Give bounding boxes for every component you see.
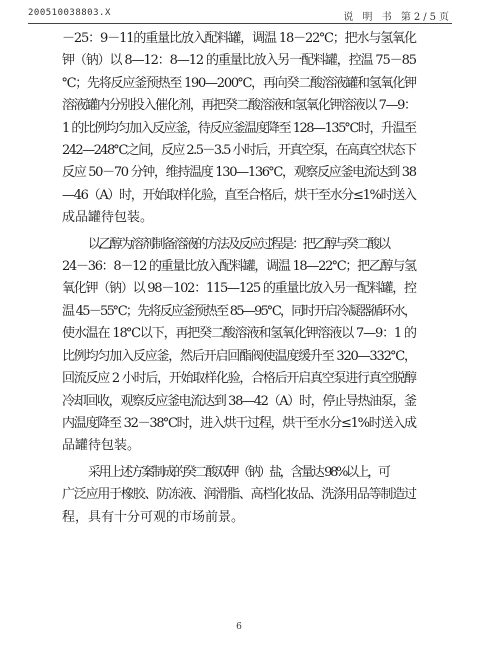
body-text [62, 28, 417, 529]
document-number: 200510038803.X [28, 8, 111, 18]
page-number: 6 [236, 622, 242, 632]
paragraph-2 [62, 234, 417, 458]
paragraph-1 [62, 28, 417, 230]
text-line: 以乙醇为溶剂制备溶液的方法及反应过程是：把乙醇与癸二酸以 [88, 236, 389, 252]
text-line: 比例均匀加入反应釜，然后开启回酯阀使温度缓升至 320—332℃， [62, 348, 416, 364]
text-line: 品罐待包装。 [62, 438, 141, 454]
text-line: 1 的比例均匀加入反应釜，待反应釜温度降至 128—135℃时，升温至 [62, 120, 416, 136]
text-line: 成品罐待包装。 [62, 210, 154, 226]
text-line: 溶液罐内分别投入催化剂，再把癸二酸溶液和氢氧化钾溶液以 7—9： [62, 98, 416, 114]
page-header [28, 8, 452, 24]
text-line: 氧化钾（钠）以 98－102：115—125 的重量比放入另一配料罐，控 [62, 281, 416, 297]
text-line: －25：9－11的重量比放入配料罐，调温 18－22℃；把水与氢氧化 [62, 31, 416, 46]
text-line: 回流反应 2 小时后，开始取样化验，合格后开启真空泵进行真空脱醇 [62, 371, 416, 387]
text-line: 24－36：8－12 的重量比放入配料罐，调温 18—22℃；把乙醇与氢 [62, 259, 416, 275]
text-line: —46（A）时，开始取样化验，直至合格后，烘干至水分≤1%时送入 [62, 187, 416, 203]
header-title-page: 说 明 书 第2/5页 [343, 12, 452, 23]
header-rule [28, 23, 452, 24]
text-line: 使水温在 18℃以下，再把癸二酸溶液和氢氧化钾溶液以 7—9：1 的 [62, 326, 416, 342]
text-line: 钾（钠）以 8—12：8—12 的重量比放入另一配料罐，控温 75－85 [62, 53, 416, 69]
text-line: 采用上述方案制成的癸二酸双钾（钠）盐，含量达 98%以上，可 [88, 464, 389, 480]
text-line: 温 45－55℃；先将反应釜预热至 85—95℃，同时开启冷凝器循环水， [62, 303, 416, 319]
text-line: 广泛应用于橡胶、防冻液、润滑脂、高档化妆品、洗涤用品等制造过 [62, 487, 416, 503]
text-line: 242—248℃之间，反应 2.5－3.5 小时后，开真空泵，在高真空状态下 [62, 143, 416, 159]
text-line: 反应 50－70 分钟，维持温度 130—136℃，观察反应釜电流达到 38 [62, 165, 416, 181]
text-line: ℃；先将反应釜预热至 190—200℃，再向癸二酸溶液罐和氢氧化钾 [62, 75, 416, 91]
text-line: 内温度降至 32－38℃时，进入烘干过程，烘干至水分≤1%时送入成 [62, 415, 416, 431]
text-line: 程，具有十分可观的市场前景。 [62, 509, 245, 525]
paragraph-3 [62, 462, 417, 529]
text-line: 冷却回收，观察反应釜电流达到 38—42（A）时，停止导热油泵，釜 [62, 393, 416, 409]
